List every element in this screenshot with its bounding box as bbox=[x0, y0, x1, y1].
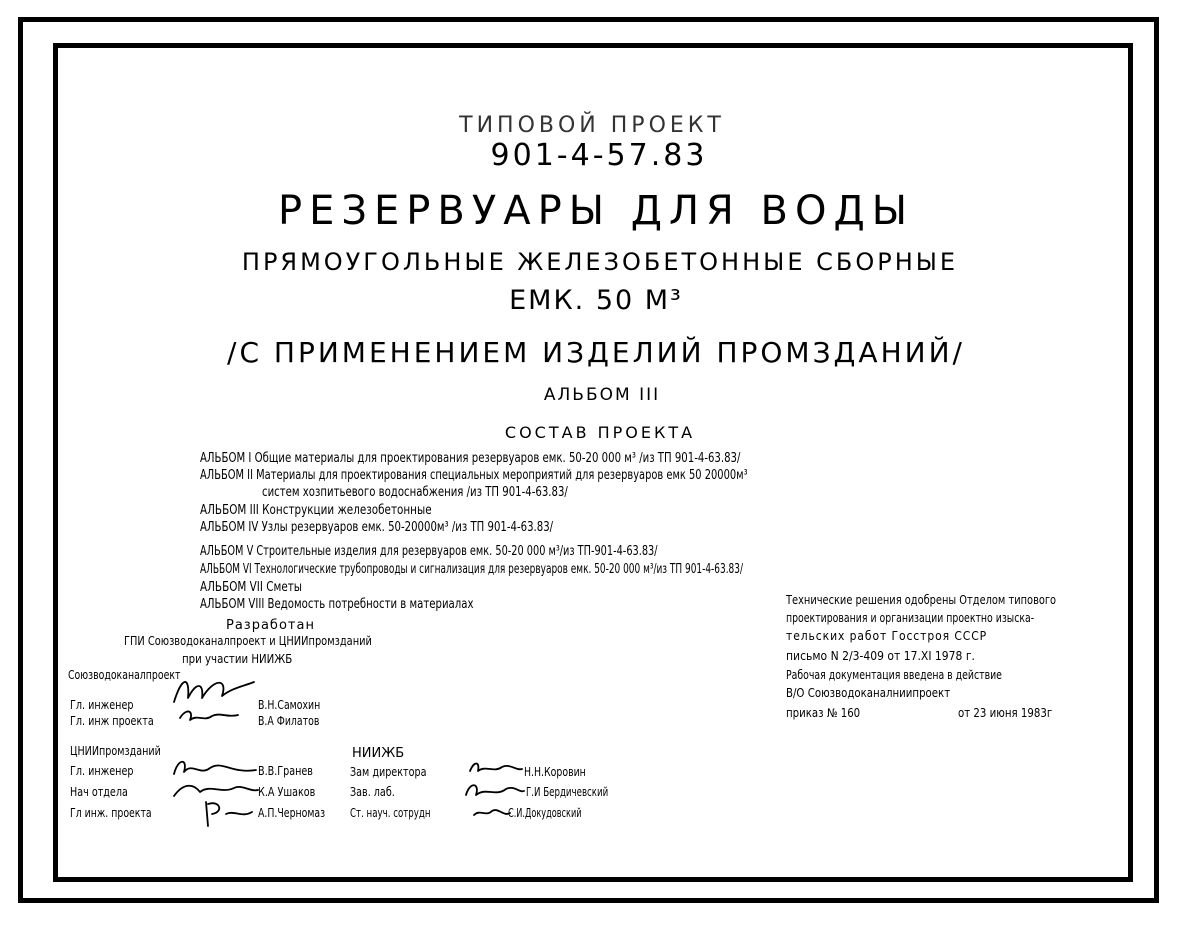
approval-line-6: В/О Союзводоканалниипроект bbox=[786, 686, 951, 700]
signature-name: В.В.Гранев bbox=[258, 764, 313, 778]
composition-item-5: АЛЬБОМ V Строительные изделия для резервуаров емк. 50-20 000 м³/из ТП-901-4-63.83/ bbox=[200, 544, 658, 559]
composition-item-6: АЛЬБОМ VI Технологические трубопроводы и сигнализация для резервуаров емк. 50-20 000 м³/из ТП 901-4-63.83/ bbox=[200, 562, 743, 577]
handwritten-signature bbox=[170, 778, 260, 800]
signature-name: В.Н.Самохин bbox=[258, 698, 321, 712]
composition-item-7: АЛЬБОМ VII Сметы bbox=[200, 580, 302, 595]
title-line-4: /С ПРИМЕНЕНИЕМ ИЗДЕЛИЙ ПРОМЗДАНИЙ/ bbox=[227, 336, 965, 369]
composition-item-3: АЛЬБОМ III Конструкции железобетонные bbox=[200, 503, 432, 518]
approval-line-5: Рабочая документация введена в действие bbox=[786, 668, 1002, 682]
signature-org-niizhb: НИИЖБ bbox=[352, 746, 405, 761]
signature-name: К.А Ушаков bbox=[258, 785, 316, 799]
signature-name: В.А Филатов bbox=[258, 714, 320, 728]
signature-role: Ст. науч. сотрудн bbox=[350, 806, 431, 820]
title-line-3: ЕМК. 50 М³ bbox=[509, 285, 683, 316]
handwritten-signature bbox=[176, 706, 240, 726]
approval-line-1: Технические решения одобрены Отделом типового bbox=[786, 593, 1057, 607]
composition-heading: СОСТАВ ПРОЕКТА bbox=[504, 423, 696, 442]
handwritten-signature bbox=[170, 756, 258, 780]
project-code: 901-4-57.83 bbox=[490, 138, 708, 173]
developed-org: ГПИ Союзводоканалпроект и ЦНИИпромзданий bbox=[124, 634, 372, 648]
signature-name: С.И.Докудовский bbox=[508, 806, 582, 820]
composition-item-8: АЛЬБОМ VIII Ведомость потребности в материалах bbox=[200, 597, 474, 612]
approval-line-7: приказ № 160 bbox=[786, 706, 861, 720]
signature-role: Зав. лаб. bbox=[350, 785, 395, 799]
signature-role: Гл. инж проекта bbox=[70, 714, 154, 728]
title-line-1: РЕЗЕРВУАРЫ ДЛЯ ВОДЫ bbox=[277, 188, 915, 234]
handwritten-signature bbox=[472, 805, 512, 819]
approval-line-4: письмо N 2/3-409 от 17.XI 1978 г. bbox=[786, 649, 975, 663]
typical-project-label: ТИПОВОЙ ПРОЕКТ bbox=[459, 113, 725, 138]
signature-org-cnii: ЦНИИпромзданий bbox=[70, 744, 161, 758]
signature-role: Гл. инженер bbox=[70, 698, 134, 712]
handwritten-signature bbox=[466, 759, 524, 777]
developed-participation: при участии НИИЖБ bbox=[182, 652, 293, 666]
composition-item-2-cont: систем хозпитьевого водоснабжения /из ТП 901-4-63.83/ bbox=[262, 485, 568, 500]
album-number: АЛЬБОМ III bbox=[543, 385, 661, 405]
handwritten-signature bbox=[200, 798, 254, 828]
composition-item-4: АЛЬБОМ IV Узлы резервуаров емк. 50-20000м³ /из ТП 901-4-63.83/ bbox=[200, 520, 554, 535]
approval-line-8: от 23 июня 1983г bbox=[958, 706, 1053, 720]
signature-role: Гл инж. проекта bbox=[70, 806, 152, 820]
signature-role: Гл. инженер bbox=[70, 764, 134, 778]
title-line-2: ПРЯМОУГОЛЬНЫЕ ЖЕЛЕЗОБЕТОННЫЕ СБОРНЫЕ bbox=[241, 248, 959, 276]
signature-name: Г.И Бердичевский bbox=[526, 785, 609, 799]
composition-item-1: АЛЬБОМ I Общие материалы для проектирования резервуаров емк. 50-20 000 м³ /из ТП 901-4-63.83/ bbox=[200, 451, 741, 466]
signature-name: Н.Н.Коровин bbox=[524, 765, 586, 779]
handwritten-signature bbox=[460, 779, 526, 801]
signature-name: А.П.Черномаз bbox=[258, 806, 326, 820]
approval-line-2: проектирования и организации проектно изыска- bbox=[786, 611, 1035, 625]
signature-org-soyuz: Союзводоканалпроект bbox=[68, 668, 181, 682]
signature-role: Нач отдела bbox=[70, 785, 128, 799]
approval-line-3: тельских работ Госстроя СССР bbox=[786, 629, 988, 643]
composition-item-2: АЛЬБОМ II Материалы для проектирования специальных мероприятий для резервуаров емк 50 20000м³ bbox=[200, 468, 748, 483]
developed-label: Разработан bbox=[226, 618, 315, 633]
signature-role: Зам директора bbox=[350, 765, 427, 779]
